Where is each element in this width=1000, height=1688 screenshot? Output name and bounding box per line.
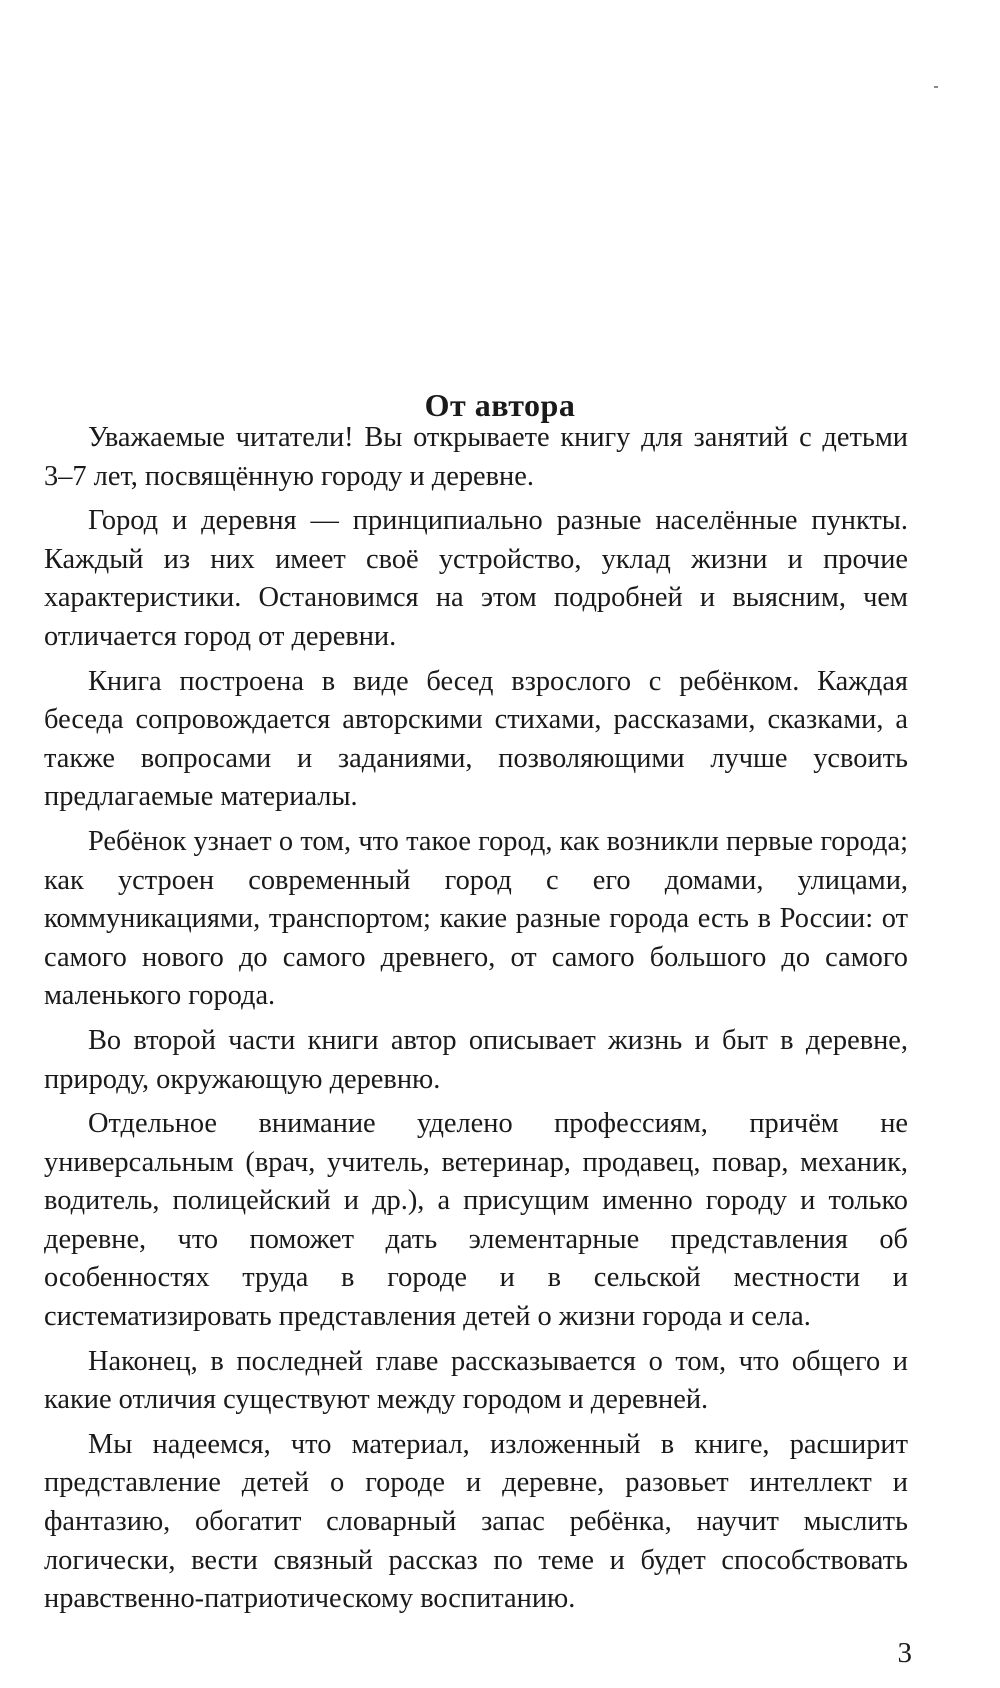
page-title: От автора [424,387,576,424]
body-text [44,419,908,1625]
page-number: 3 [897,1637,912,1669]
paragraph-last-chapter: Наконец, в последней главе рассказывается о том, что общего и какие отличия существуют между городом и деревней. [44,1345,908,1416]
paragraph-second-part: Во второй части книги автор описывает жизнь и быт в деревне, природу, окружающую деревню. [44,1024,908,1095]
paragraph-conclusion: Мы надеемся, что материал, изложенный в книге, расширит представление детей о городе и деревне, разовьет интеллект и фантазию, обогатит словарный запас ребёнка, научит мыслить логически, вести связный рассказ по теме и будет способствовать нравственно-патриотическому воспитанию. [44,1428,908,1615]
paragraph-professions: Отдельное внимание уделено профессиям, причём не универсальным (врач, учитель, ветеринар, продавец, повар, механик, водитель, полицейский и др.), а присущим именно городу и только деревне, что поможет дать элементарные представления об особенностях труда в городе и в сельской местности и систематизировать представления детей о жизни города и села. [44,1108,908,1333]
paragraph-city-village: Город и деревня — принципиально разные населённые пункты. Каждый из них имеет своё устройство, уклад жизни и прочие характеристики. Остановимся на этом подробней и выясним, чем отличается город от деревни. [44,505,908,652]
paragraph-intro: Уважаемые читатели! Вы открываете книгу для занятий с детьми 3–7 лет, посвящённую городу и деревне. [44,422,908,492]
paragraph-city-topics: Ребёнок узнает о том, что такое город, как возникли первые города; как устроен современный город с его домами, улицами, коммуникациями, транспортом; какие разные города есть в России: от самого нового до самого древнего, от самого большого до самого маленького города. [44,825,908,1012]
paragraph-book-structure: Книга построена в виде бесед взрослого с ребёнком. Каждая беседа сопровождается авторскими стихами, рассказами, сказками, а также вопросами и заданиями, позволяющими лучше усвоить предлагаемые материалы. [44,665,908,813]
scan-speck [934,86,938,88]
